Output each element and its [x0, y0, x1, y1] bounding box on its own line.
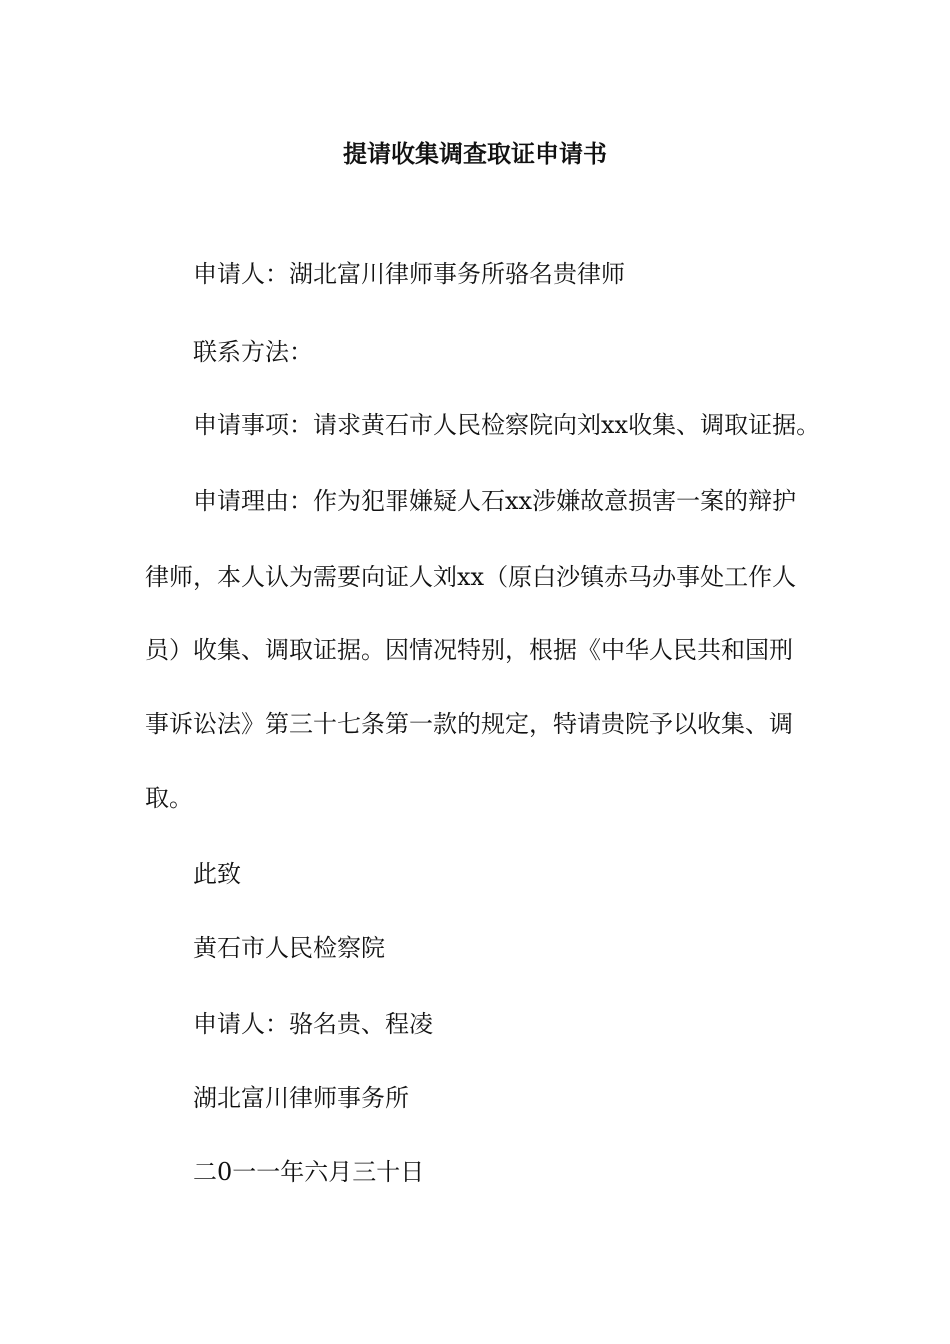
reason-line-4: 事诉讼法》第三十七条第一款的规定，特请贵院予以收集、调: [145, 710, 793, 738]
contact-line: 联系方法：: [193, 338, 313, 366]
salutation-line: 此致: [193, 860, 241, 888]
reason-line-2: 律师，本人认为需要向证人刘xx（原白沙镇赤马办事处工作人: [145, 563, 797, 591]
recipient-line: 黄石市人民检察院: [193, 934, 385, 962]
reason-line-3: 员）收集、调取证据。因情况特别，根据《中华人民共和国刑: [145, 636, 793, 664]
applicant-line: 申请人：湖北富川律师事务所骆名贵律师: [193, 260, 625, 288]
signers-line: 申请人：骆名贵、程凌: [193, 1010, 433, 1038]
matter-line: 申请事项：请求黄石市人民检察院向刘xx收集、调取证据。: [193, 411, 821, 439]
reason-line-5: 取。: [145, 784, 193, 812]
reason-line-1: 申请理由：作为犯罪嫌疑人石xx涉嫌故意损害一案的辩护: [193, 487, 797, 515]
document-title: 提请收集调查取证申请书: [343, 139, 607, 168]
firm-line: 湖北富川律师事务所: [193, 1084, 409, 1112]
date-line: 二0一一年六月三十日: [193, 1158, 425, 1186]
